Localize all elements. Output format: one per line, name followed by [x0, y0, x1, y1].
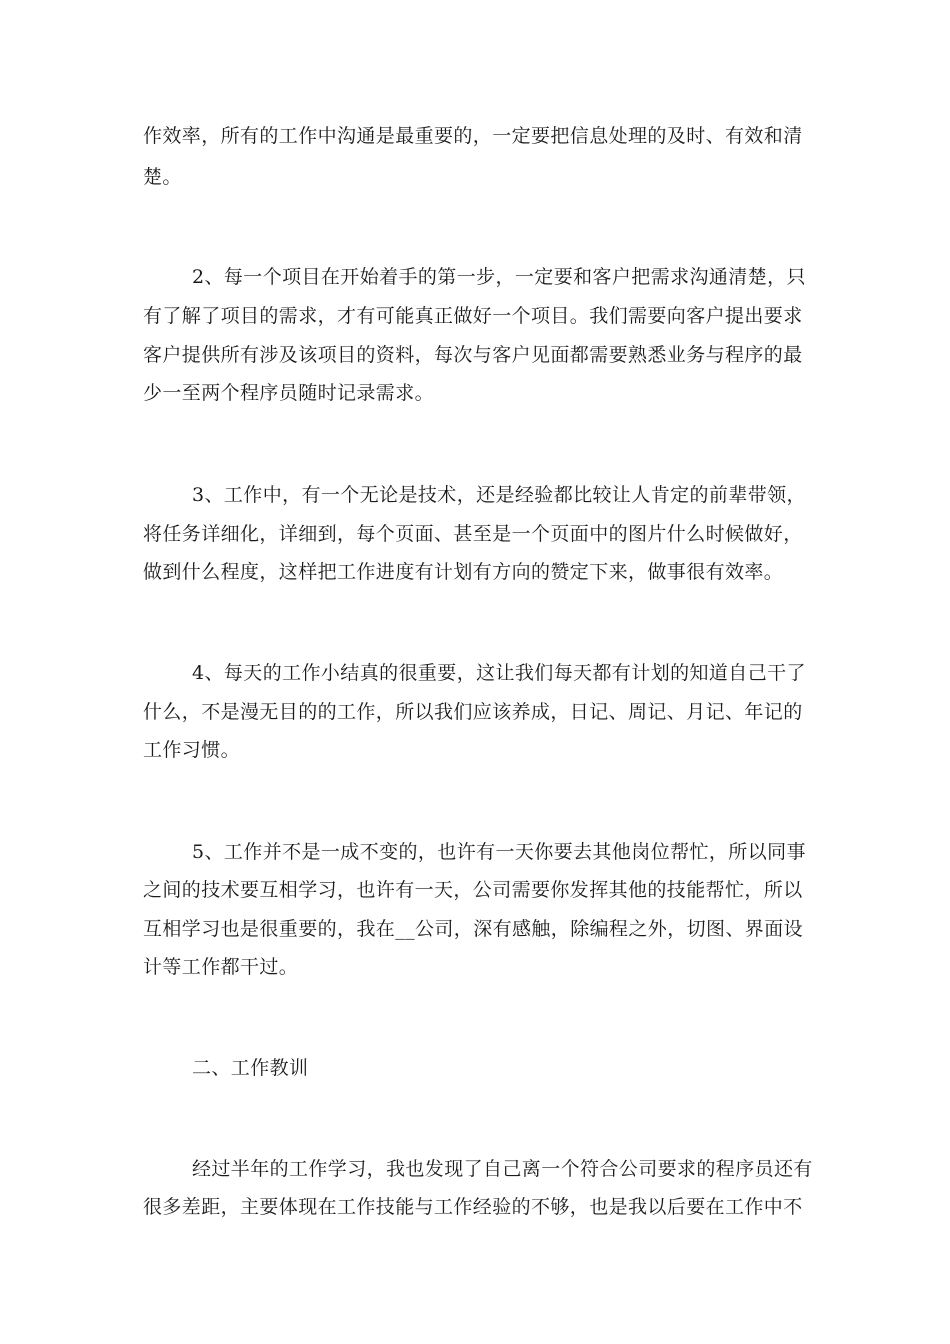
paragraph-line: 做到什么程度，这样把工作进度有计划有方向的赞定下来，做事很有效率。	[143, 561, 784, 583]
paragraph-line: 4、每天的工作小结真的很重要，这让我们每天都有计划的知道自己干了	[192, 662, 806, 684]
paragraph-line: 少一至两个程序员随时记录需求。	[143, 382, 435, 404]
paragraph-line: 什么，不是漫无目的的工作，所以我们应该养成，日记、周记、月记、年记的	[143, 701, 803, 723]
paragraph-line: 楚。	[143, 166, 182, 188]
paragraph-line: 客户提供所有涉及该项目的资料，每次与客户见面都需要熟悉业务与程序的最	[143, 344, 803, 366]
section-heading: 二、工作教训	[192, 1057, 309, 1079]
paragraph-line: 5、工作并不是一成不变的，也许有一天你要去其他岗位帮忙，所以同事	[192, 841, 806, 863]
paragraph-line: 之间的技术要互相学习，也许有一天，公司需要你发挥其他的技能帮忙，所以	[143, 879, 803, 901]
paragraph-line: 计等工作都干过。	[143, 956, 299, 978]
paragraph-line: 作效率，所有的工作中沟通是最重要的，一定要把信息处理的及时、有效和清	[143, 125, 803, 147]
paragraph-line: 2、每一个项目在开始着手的第一步，一定要和客户把需求沟通清楚，只	[192, 266, 806, 288]
paragraph-line: 经过半年的工作学习，我也发现了自己离一个符合公司要求的程序员还有	[192, 1158, 813, 1180]
paragraph-line: 很多差距，主要体现在工作技能与工作经验的不够，也是我以后要在工作中不	[143, 1196, 803, 1218]
paragraph-line: 工作习惯。	[143, 739, 241, 761]
paragraph-line: 3、工作中，有一个无论是技术，还是经验都比较让人肯定的前辈带领，	[192, 484, 806, 506]
paragraph-line: 有了解了项目的需求，才有可能真正做好一个项目。我们需要向客户提出要求	[143, 305, 803, 327]
paragraph-line: 互相学习也是很重要的，我在__公司，深有感触，除编程之外，切图、界面设	[143, 918, 804, 940]
paragraph-line: 将任务详细化，详细到，每个页面、甚至是一个页面中的图片什么时候做好，	[143, 523, 803, 545]
